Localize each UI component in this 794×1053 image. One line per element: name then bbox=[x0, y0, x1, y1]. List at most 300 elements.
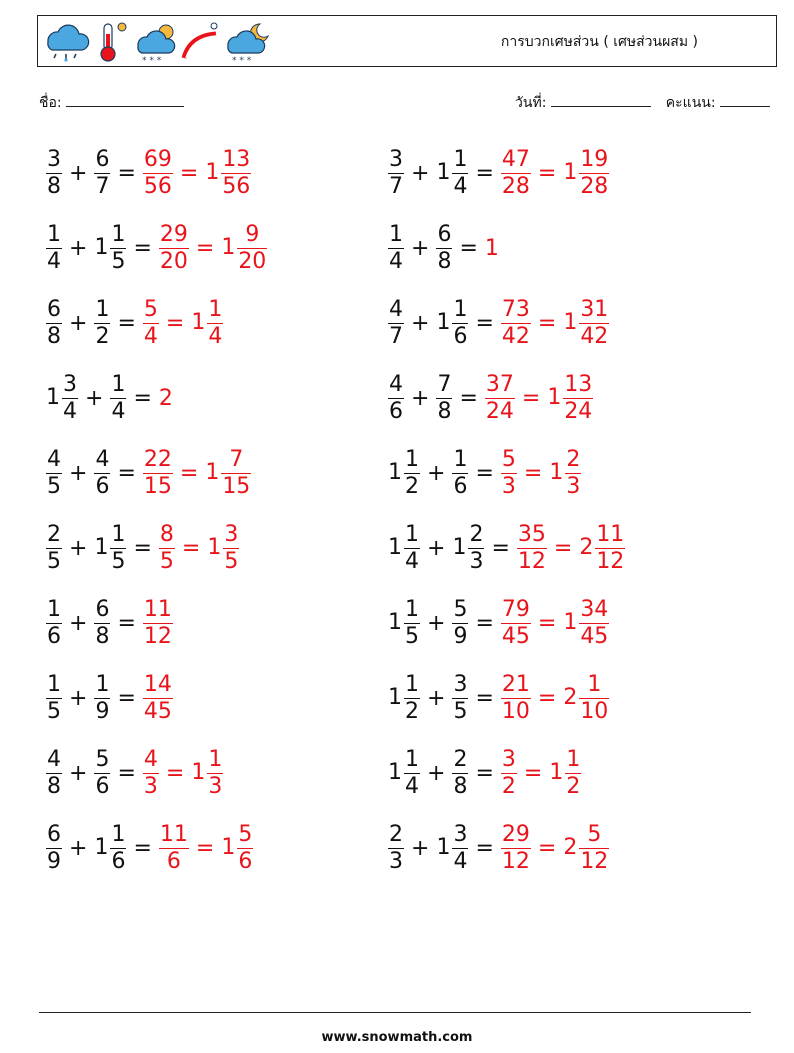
addend-b-numerator: 1 bbox=[111, 221, 126, 247]
plus-sign: + bbox=[85, 385, 104, 411]
addend-b-whole: 1 bbox=[436, 310, 451, 335]
result-mixed-fraction bbox=[223, 522, 239, 575]
addend-b-numerator: 2 bbox=[469, 521, 484, 547]
plus-sign: + bbox=[69, 760, 88, 786]
cloud-rain-icon bbox=[48, 25, 89, 61]
equals-sign: = bbox=[475, 760, 494, 786]
addend-a-denominator: 7 bbox=[389, 173, 403, 199]
result-mixed-whole: 1 bbox=[191, 310, 206, 335]
result-mixed-fraction bbox=[565, 447, 581, 500]
problem-row bbox=[386, 218, 499, 278]
addend-b-denominator: 5 bbox=[111, 248, 126, 274]
addend-a-numerator: 4 bbox=[389, 371, 403, 397]
result-mixed-numerator: 5 bbox=[238, 821, 253, 847]
result-mixed-whole: 1 bbox=[221, 235, 236, 260]
result-mixed-answer bbox=[219, 222, 269, 275]
addend-b-numerator: 1 bbox=[111, 521, 126, 547]
result-mixed-denominator: 4 bbox=[208, 323, 223, 349]
addend-a-fraction bbox=[388, 222, 404, 275]
result-improper-fraction bbox=[159, 822, 189, 875]
result-improper-answer bbox=[141, 747, 161, 800]
result-improper-denominator: 42 bbox=[501, 323, 530, 349]
result-improper-denominator: 4 bbox=[143, 323, 158, 349]
addend-b-fraction bbox=[94, 147, 110, 200]
result-mixed-answer bbox=[561, 147, 611, 200]
result-mixed-denominator: 28 bbox=[580, 173, 609, 199]
equals-sign: = bbox=[475, 310, 494, 336]
addend-b-numerator: 1 bbox=[95, 671, 110, 697]
addend-b-denominator: 8 bbox=[437, 398, 452, 424]
addend-a-fraction bbox=[46, 222, 62, 275]
result-mixed-denominator: 12 bbox=[580, 848, 609, 874]
addend-b-denominator: 6 bbox=[453, 323, 468, 349]
equals-sign: = bbox=[117, 760, 136, 786]
cloud-moon-snow-icon bbox=[228, 24, 268, 64]
addend-b-fraction bbox=[468, 522, 484, 575]
addend-a-numerator: 4 bbox=[389, 296, 403, 322]
plus-sign: + bbox=[427, 535, 446, 561]
result-improper-answer bbox=[141, 447, 175, 500]
addend-b-numerator: 2 bbox=[453, 746, 468, 772]
result-improper-answer bbox=[157, 822, 191, 875]
problem-row bbox=[386, 818, 611, 878]
equals-sign-answer: = bbox=[179, 160, 199, 186]
result-mixed-fraction bbox=[579, 147, 609, 200]
addend-a-fraction bbox=[46, 597, 62, 650]
result-mixed-numerator: 3 bbox=[224, 521, 239, 547]
addend-a-denominator: 4 bbox=[405, 548, 419, 574]
addend-b-denominator: 4 bbox=[453, 848, 468, 874]
result-improper-fraction bbox=[143, 597, 173, 650]
addend-b-fraction bbox=[94, 447, 110, 500]
addend-b-fraction bbox=[94, 672, 110, 725]
result-mixed-numerator: 1 bbox=[208, 296, 223, 322]
cloud-sun-snow-icon bbox=[138, 25, 175, 64]
date-label: วันที่: bbox=[515, 95, 547, 111]
addend-a-term bbox=[44, 447, 64, 500]
result-improper-answer bbox=[499, 597, 533, 650]
result-improper-numerator: 37 bbox=[485, 371, 514, 397]
result-mixed-denominator: 42 bbox=[580, 323, 609, 349]
equals-sign: = bbox=[117, 685, 136, 711]
result-mixed-denominator: 2 bbox=[566, 773, 581, 799]
addend-b-term bbox=[450, 597, 470, 650]
result-improper-answer bbox=[499, 822, 533, 875]
result-improper-numerator: 5 bbox=[143, 296, 158, 322]
result-mixed-answer bbox=[547, 447, 583, 500]
plus-sign: + bbox=[427, 460, 446, 486]
equals-sign: = bbox=[475, 835, 494, 861]
result-mixed-numerator: 34 bbox=[580, 596, 609, 622]
plus-sign: + bbox=[427, 685, 446, 711]
result-improper-numerator: 4 bbox=[143, 746, 158, 772]
result-improper-fraction bbox=[159, 522, 175, 575]
problem-row bbox=[44, 143, 253, 203]
addend-a-numerator: 1 bbox=[47, 671, 61, 697]
addend-a-term bbox=[44, 222, 64, 275]
addend-a-denominator: 5 bbox=[47, 473, 61, 499]
result-mixed-answer bbox=[545, 372, 595, 425]
result-improper-denominator: 45 bbox=[501, 623, 530, 649]
result-mixed-denominator: 20 bbox=[238, 248, 267, 274]
plus-sign: + bbox=[411, 160, 430, 186]
addend-b-denominator: 7 bbox=[95, 173, 110, 199]
result-mixed-answer bbox=[189, 297, 225, 350]
addend-b-term bbox=[434, 372, 454, 425]
result-mixed-whole: 1 bbox=[549, 460, 564, 485]
result-improper-numerator: 69 bbox=[143, 146, 172, 172]
addend-a-denominator: 4 bbox=[389, 248, 403, 274]
equals-sign: = bbox=[133, 835, 152, 861]
addend-a-denominator: 4 bbox=[63, 398, 77, 424]
addend-a-fraction bbox=[388, 822, 404, 875]
addend-a-denominator: 6 bbox=[47, 623, 61, 649]
result-improper-numerator: 5 bbox=[501, 446, 516, 472]
result-improper-denominator: 5 bbox=[159, 548, 174, 574]
addend-b-numerator: 1 bbox=[453, 446, 468, 472]
addend-b-term bbox=[450, 672, 470, 725]
problem-row bbox=[386, 743, 583, 803]
result-mixed-denominator: 6 bbox=[238, 848, 253, 874]
addend-a-fraction bbox=[46, 822, 62, 875]
plus-sign: + bbox=[411, 385, 430, 411]
result-mixed-whole: 2 bbox=[563, 835, 578, 860]
result-improper-numerator: 22 bbox=[143, 446, 172, 472]
result-improper-answer bbox=[157, 522, 177, 575]
problem-row bbox=[44, 818, 255, 878]
result-improper-answer bbox=[499, 297, 533, 350]
addend-a-denominator: 5 bbox=[47, 698, 61, 724]
result-mixed-denominator: 45 bbox=[580, 623, 609, 649]
result-improper-fraction bbox=[501, 822, 531, 875]
result-mixed-answer bbox=[561, 672, 611, 725]
result-improper-answer bbox=[141, 672, 175, 725]
equals-sign-answer: = bbox=[537, 160, 557, 186]
result-mixed-fraction bbox=[579, 297, 609, 350]
equals-sign: = bbox=[475, 610, 494, 636]
addend-b-term bbox=[92, 522, 128, 575]
result-improper-fraction bbox=[143, 747, 159, 800]
equals-sign: = bbox=[133, 235, 152, 261]
addend-b-fraction bbox=[452, 447, 468, 500]
equals-sign-answer: = bbox=[179, 460, 199, 486]
addend-a-term bbox=[386, 522, 422, 575]
addend-a-term bbox=[386, 672, 422, 725]
plus-sign: + bbox=[69, 310, 88, 336]
result-improper-denominator: 24 bbox=[485, 398, 514, 424]
result-mixed-numerator: 31 bbox=[580, 296, 609, 322]
addend-b-fraction bbox=[452, 747, 468, 800]
result-mixed-fraction bbox=[565, 747, 581, 800]
addend-b-numerator: 3 bbox=[453, 671, 468, 697]
result-improper-numerator: 3 bbox=[501, 746, 516, 772]
addend-b-fraction bbox=[110, 822, 126, 875]
problem-row bbox=[386, 368, 595, 428]
addend-b-term bbox=[108, 372, 128, 425]
result-improper-fraction bbox=[501, 747, 517, 800]
addend-a-whole: 1 bbox=[388, 460, 402, 485]
result-mixed-whole: 1 bbox=[221, 835, 236, 860]
addend-a-fraction bbox=[46, 297, 62, 350]
problem-row bbox=[44, 218, 269, 278]
addend-a-numerator: 1 bbox=[405, 671, 419, 697]
result-improper-fraction bbox=[501, 297, 531, 350]
result-improper-answer bbox=[499, 747, 519, 800]
addend-b-whole: 1 bbox=[452, 535, 467, 560]
result-mixed-whole: 1 bbox=[563, 160, 578, 185]
addend-b-term bbox=[450, 747, 470, 800]
addend-b-fraction bbox=[110, 372, 126, 425]
result-mixed-whole: 1 bbox=[207, 535, 222, 560]
result-improper-denominator: 15 bbox=[143, 473, 172, 499]
result-mixed-fraction bbox=[221, 147, 251, 200]
equals-sign: = bbox=[133, 385, 152, 411]
addend-b-whole: 1 bbox=[94, 835, 109, 860]
equals-sign-answer: = bbox=[537, 310, 557, 336]
addend-b-numerator: 3 bbox=[453, 821, 468, 847]
problem-row bbox=[44, 518, 241, 578]
addend-b-whole: 1 bbox=[436, 160, 451, 185]
result-improper-answer bbox=[483, 236, 499, 261]
plus-sign: + bbox=[69, 460, 88, 486]
problem-row bbox=[44, 443, 253, 503]
equals-sign-answer: = bbox=[537, 685, 557, 711]
result-improper-numerator: 47 bbox=[501, 146, 530, 172]
addend-b-term bbox=[434, 147, 470, 200]
result-improper-denominator: 12 bbox=[143, 623, 172, 649]
plus-sign: + bbox=[69, 685, 88, 711]
addend-b-denominator: 4 bbox=[453, 173, 468, 199]
svg-text:* * *: * * * bbox=[142, 56, 162, 64]
addend-a-fraction bbox=[404, 747, 420, 800]
addend-a-whole: 1 bbox=[388, 760, 402, 785]
result-improper-denominator: 28 bbox=[501, 173, 530, 199]
result-improper-denominator: 2 bbox=[501, 773, 516, 799]
addend-b-fraction bbox=[452, 822, 468, 875]
result-mixed-fraction bbox=[579, 672, 609, 725]
score-label: คะแนน: bbox=[665, 95, 716, 111]
equals-sign: = bbox=[491, 535, 510, 561]
result-mixed-denominator: 24 bbox=[564, 398, 593, 424]
addend-a-term bbox=[44, 672, 64, 725]
result-improper-denominator: 12 bbox=[517, 548, 546, 574]
addend-a-fraction bbox=[404, 672, 420, 725]
result-improper-fraction bbox=[143, 147, 173, 200]
result-mixed-whole: 1 bbox=[191, 760, 206, 785]
addend-b-denominator: 6 bbox=[95, 773, 110, 799]
name-blank[interactable] bbox=[66, 92, 184, 107]
addend-a-fraction bbox=[388, 372, 404, 425]
addend-b-numerator: 1 bbox=[453, 146, 468, 172]
result-improper-denominator: 56 bbox=[143, 173, 172, 199]
addend-a-denominator: 9 bbox=[47, 848, 61, 874]
addend-b-numerator: 1 bbox=[111, 371, 126, 397]
addend-a-numerator: 2 bbox=[47, 521, 61, 547]
addend-a-fraction bbox=[388, 297, 404, 350]
addend-b-denominator: 8 bbox=[453, 773, 468, 799]
addend-a-term bbox=[44, 147, 64, 200]
problem-row bbox=[386, 518, 627, 578]
addend-b-term bbox=[450, 522, 486, 575]
result-mixed-whole: 1 bbox=[205, 460, 220, 485]
addend-b-term bbox=[450, 447, 470, 500]
problem-row bbox=[386, 668, 611, 728]
equals-sign: = bbox=[133, 535, 152, 561]
result-improper-answer bbox=[157, 222, 191, 275]
result-improper-answer bbox=[141, 597, 175, 650]
result-improper-numerator: 8 bbox=[159, 521, 174, 547]
equals-sign-answer: = bbox=[165, 760, 185, 786]
addend-a-term bbox=[386, 222, 406, 275]
result-improper-answer bbox=[499, 147, 533, 200]
addend-a-term bbox=[44, 822, 64, 875]
addend-a-fraction bbox=[404, 597, 420, 650]
result-mixed-whole: 1 bbox=[563, 610, 578, 635]
plus-sign: + bbox=[427, 610, 446, 636]
addend-b-fraction bbox=[94, 597, 110, 650]
result-improper-numerator: 29 bbox=[159, 221, 188, 247]
equals-sign: = bbox=[117, 460, 136, 486]
addend-b-numerator: 7 bbox=[437, 371, 452, 397]
equals-sign: = bbox=[117, 610, 136, 636]
result-improper-fraction bbox=[501, 597, 531, 650]
result-mixed-whole: 2 bbox=[579, 535, 594, 560]
result-mixed-answer bbox=[561, 297, 611, 350]
addend-a-term bbox=[44, 522, 64, 575]
addend-b-denominator: 8 bbox=[95, 623, 110, 649]
result-mixed-numerator: 13 bbox=[222, 146, 251, 172]
result-mixed-numerator: 1 bbox=[566, 746, 581, 772]
problem-row bbox=[44, 593, 175, 653]
result-improper-fraction bbox=[159, 222, 189, 275]
addend-a-term bbox=[44, 297, 64, 350]
addend-b-denominator: 5 bbox=[111, 548, 126, 574]
equals-sign-answer: = bbox=[195, 835, 215, 861]
addend-b-term bbox=[92, 597, 112, 650]
addend-a-term bbox=[44, 747, 64, 800]
equals-sign-answer: = bbox=[165, 310, 185, 336]
equals-sign-answer: = bbox=[523, 760, 543, 786]
result-mixed-answer bbox=[189, 747, 225, 800]
result-mixed-numerator: 7 bbox=[229, 446, 244, 472]
addend-b-denominator: 9 bbox=[95, 698, 110, 724]
addend-b-fraction bbox=[110, 222, 126, 275]
addend-a-denominator: 8 bbox=[47, 173, 61, 199]
plus-sign: + bbox=[69, 835, 88, 861]
addend-a-fraction bbox=[46, 522, 62, 575]
result-improper-numerator: 35 bbox=[517, 521, 546, 547]
addend-a-numerator: 1 bbox=[47, 221, 61, 247]
addend-a-term bbox=[386, 747, 422, 800]
addend-b-term bbox=[92, 672, 112, 725]
equals-sign-answer: = bbox=[537, 835, 557, 861]
result-improper-fraction bbox=[501, 147, 531, 200]
result-mixed-numerator: 2 bbox=[566, 446, 581, 472]
addend-b-denominator: 5 bbox=[453, 698, 468, 724]
score-blank[interactable] bbox=[720, 92, 770, 107]
addend-a-denominator: 4 bbox=[47, 248, 61, 274]
result-mixed-fraction bbox=[579, 822, 609, 875]
addend-a-term bbox=[386, 822, 406, 875]
addend-a-term bbox=[386, 597, 422, 650]
addend-a-numerator: 1 bbox=[47, 596, 61, 622]
addend-b-denominator: 9 bbox=[453, 623, 468, 649]
addend-b-fraction bbox=[452, 147, 468, 200]
plus-sign: + bbox=[69, 235, 88, 261]
equals-sign: = bbox=[475, 685, 494, 711]
addend-b-whole: 1 bbox=[94, 535, 109, 560]
addend-b-term bbox=[92, 147, 112, 200]
addend-a-denominator: 3 bbox=[389, 848, 403, 874]
addend-b-numerator: 6 bbox=[95, 596, 110, 622]
addend-a-denominator: 8 bbox=[47, 323, 61, 349]
name-label: ชื่อ: bbox=[39, 95, 62, 111]
result-mixed-denominator: 10 bbox=[580, 698, 609, 724]
result-mixed-answer bbox=[561, 822, 611, 875]
addend-a-fraction bbox=[404, 447, 420, 500]
addend-a-term bbox=[44, 372, 80, 425]
addend-b-numerator: 1 bbox=[453, 296, 468, 322]
addend-a-numerator: 3 bbox=[63, 371, 77, 397]
addend-a-whole: 1 bbox=[388, 610, 402, 635]
result-improper-answer bbox=[499, 672, 533, 725]
addend-b-fraction bbox=[94, 747, 110, 800]
addend-a-fraction bbox=[46, 447, 62, 500]
date-blank[interactable] bbox=[551, 92, 651, 107]
addend-b-term bbox=[92, 447, 112, 500]
addend-b-denominator: 6 bbox=[453, 473, 468, 499]
addend-a-term bbox=[44, 597, 64, 650]
result-mixed-fraction bbox=[595, 522, 625, 575]
addend-b-term bbox=[434, 297, 470, 350]
addend-b-fraction bbox=[452, 297, 468, 350]
addend-b-term bbox=[434, 822, 470, 875]
equals-sign: = bbox=[475, 160, 494, 186]
addend-a-fraction bbox=[62, 372, 78, 425]
addend-b-term bbox=[92, 222, 128, 275]
addend-a-fraction bbox=[404, 522, 420, 575]
addend-b-denominator: 6 bbox=[95, 473, 110, 499]
addend-a-numerator: 3 bbox=[389, 146, 403, 172]
addend-a-fraction bbox=[388, 147, 404, 200]
problem-row bbox=[44, 368, 173, 428]
footer-divider bbox=[39, 1012, 751, 1013]
problem-row bbox=[386, 443, 583, 503]
result-improper-fraction bbox=[143, 447, 173, 500]
equals-sign: = bbox=[475, 460, 494, 486]
result-improper-numerator: 29 bbox=[501, 821, 530, 847]
result-mixed-whole: 2 bbox=[563, 685, 578, 710]
plus-sign: + bbox=[69, 535, 88, 561]
equals-sign-answer: = bbox=[523, 460, 543, 486]
problem-row bbox=[386, 293, 611, 353]
result-improper-numerator: 79 bbox=[501, 596, 530, 622]
addend-a-term bbox=[386, 372, 406, 425]
addend-b-fraction bbox=[452, 672, 468, 725]
result-improper-fraction bbox=[143, 672, 173, 725]
addend-a-numerator: 1 bbox=[405, 746, 419, 772]
problem-row bbox=[44, 743, 225, 803]
result-improper-whole: 1 bbox=[484, 235, 499, 261]
result-improper-answer bbox=[483, 372, 517, 425]
result-improper-numerator: 21 bbox=[501, 671, 530, 697]
addend-a-denominator: 2 bbox=[405, 698, 419, 724]
equals-sign-answer: = bbox=[521, 385, 541, 411]
addend-b-denominator: 4 bbox=[111, 398, 126, 424]
addend-b-fraction bbox=[436, 222, 452, 275]
addend-a-denominator: 8 bbox=[47, 773, 61, 799]
name-field bbox=[39, 92, 184, 114]
